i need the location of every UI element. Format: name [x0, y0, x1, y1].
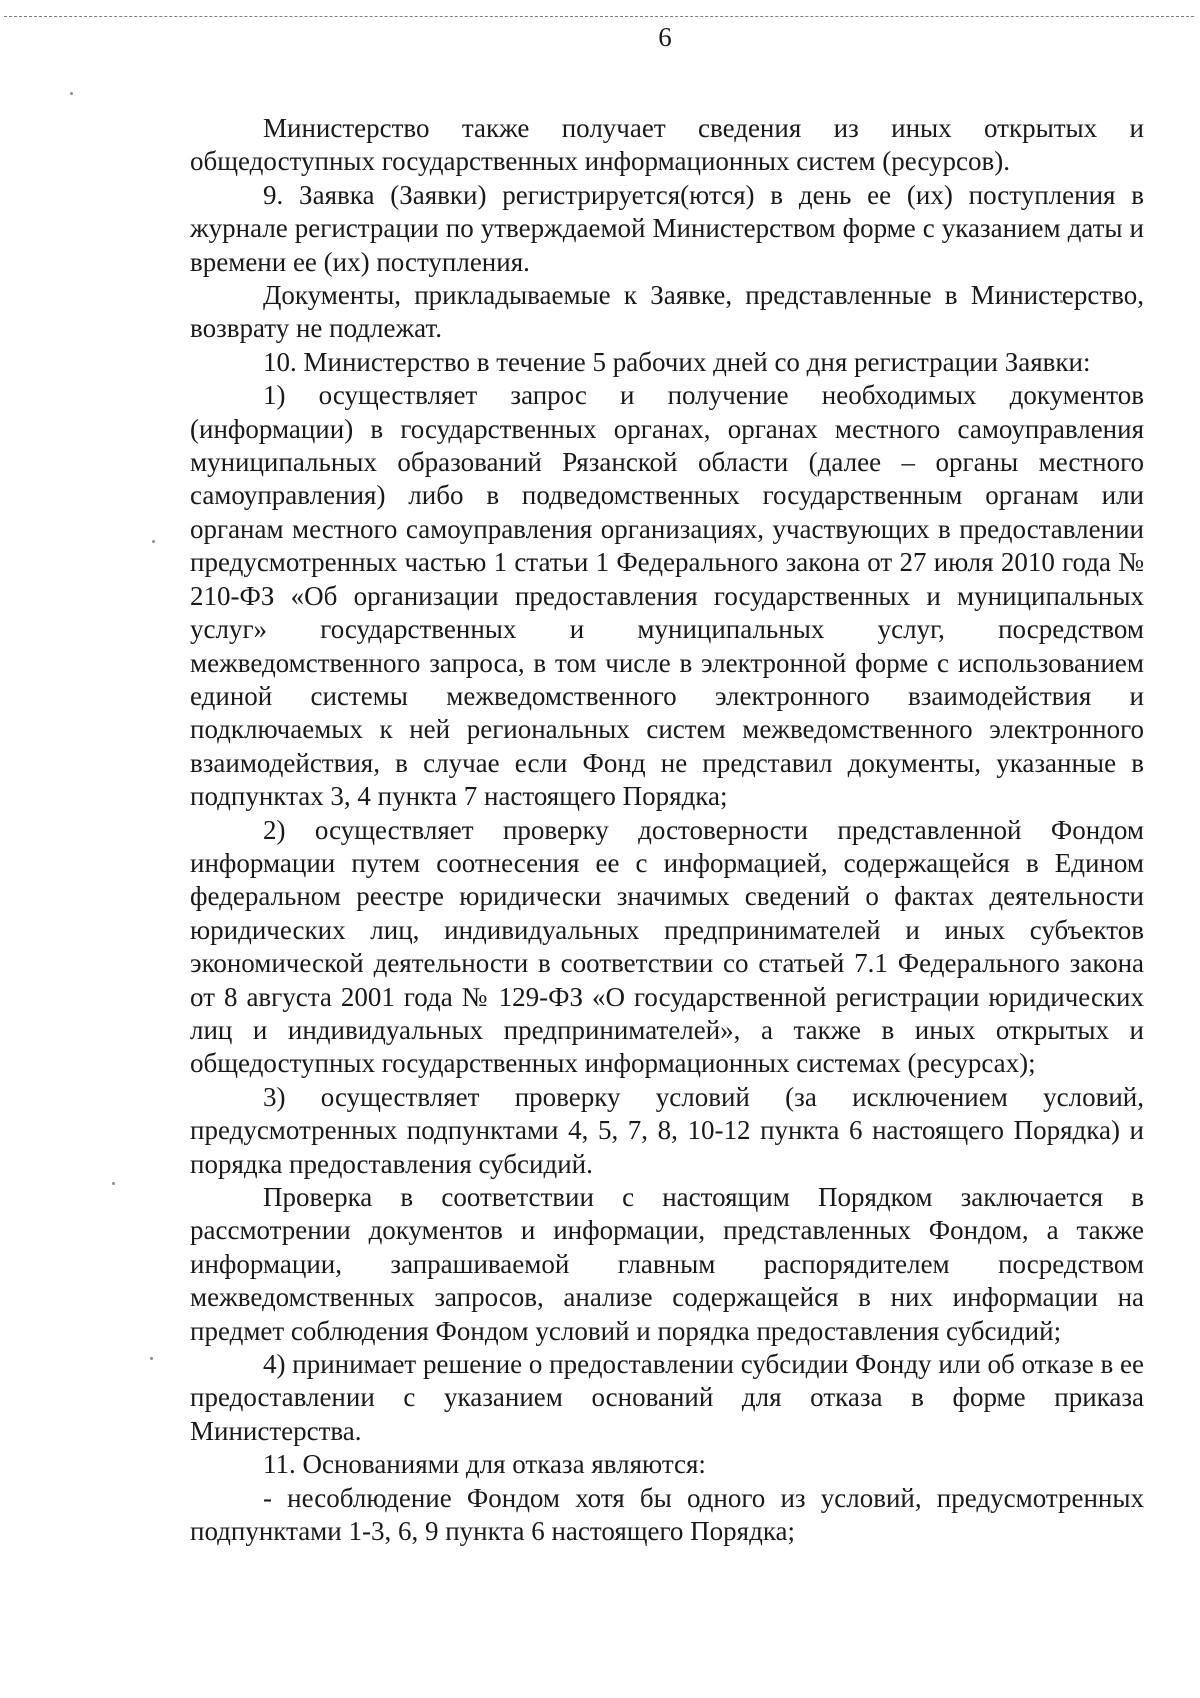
paragraph-check-description: Проверка в соответствии с настоящим Порядком заключается в рассмотрении документов и информации, представленных Фондом, а также информации, запрашиваемой главным распорядителем посредством межведомственных запросов, анализе содержащейся в них информации на предмет соблюдения Фондом условий и порядка предоставления субсидий; — [190, 1182, 1144, 1346]
scan-speck — [152, 540, 155, 543]
scan-top-edge-line — [4, 16, 1194, 17]
paragraph-item-11-refusal-grounds: 11. Основаниями для отказа являются: — [263, 1449, 706, 1480]
document-body — [190, 112, 1144, 1548]
scan-speck — [112, 1182, 115, 1185]
paragraph-refusal-ground-1: - несоблюдение Фондом хотя бы одного из условий, предусмотренных подпунктами 1-3, 6, 9 пункта 6 настоящего Порядка; — [190, 1482, 1144, 1547]
paragraph-subitem-4-decision: 4) принимает решение о предоставлении субсидии Фонду или об отказе в ее предоставлении с указанием оснований для отказа в форме приказа Министерства. — [190, 1349, 1144, 1446]
paragraph-subitem-2-verification: 2) осуществляет проверку достоверности представленной Фондом информации путем соотнесения ее с информацией, содержащейся в Едином федеральном реестре юридически значимых сведений о фактах деятельности юридических лиц, индивидуальных предпринимателей и иных субъектов экономической деятельности в соответствии со статьей 7.1 Федерального закона от 8 августа 2001 года № 129-ФЗ «О государственной регистрации юридических лиц и индивидуальных предпринимателей», а также в иных открытых и общедоступных государственных информационных системах (ресурсах); — [190, 814, 1144, 1079]
paragraph-documents-not-returned: Документы, прикладываемые к Заявке, представленные в Министерство, возврату не подлежат. — [190, 280, 1144, 344]
paragraph-item-9-registration: 9. Заявка (Заявки) регистрируется(ются) в день ее (их) поступления в журнале регистрации по утверждаемой Министерством форме с указанием даты и времени ее (их) поступления. — [190, 179, 1144, 277]
scan-speck — [150, 1357, 153, 1360]
scan-speck — [70, 92, 73, 95]
page-number: 6 — [658, 22, 672, 52]
paragraph-item-10-ministry-actions: 10. Министерство в течение 5 рабочих дней со дня регистрации Заявки: — [263, 346, 1091, 377]
paragraph-additional-info-sources: Министерство также получает сведения из иных открытых и общедоступных государственных информационных систем (ресурсов). — [190, 113, 1144, 177]
paragraph-subitem-3-conditions-check: 3) осуществляет проверку условий (за исключением условий, предусмотренных подпунктами 4, 5, 7, 8, 10-12 пункта 6 настоящего Порядка) и порядка предоставления субсидий. — [190, 1081, 1144, 1179]
paragraph-subitem-1-request: 1) осуществляет запрос и получение необходимых документов (информации) в государственных органах, органах местного самоуправления муниципальных образований Рязанской области (далее – органы местного самоуправления) либо в подведомственных государственным органам или органам местного самоуправления организациях, участвующих в предоставлении предусмотренных частью 1 статьи 1 Федерального закона от 27 июля 2010 года № 210-ФЗ «Об организации предоставления государственных и муниципальных услуг» государственных и муниципальных услуг, посредством межведомственного запроса, в том числе в электронной форме с использованием единой системы межведомственного электронного взаимодействия и подключаемых к ней региональных систем межведомственного электронного взаимодействия, в случае если Фонд не представил документы, указанные в подпунктах 3, 4 пункта 7 настоящего Порядка; — [190, 380, 1144, 812]
